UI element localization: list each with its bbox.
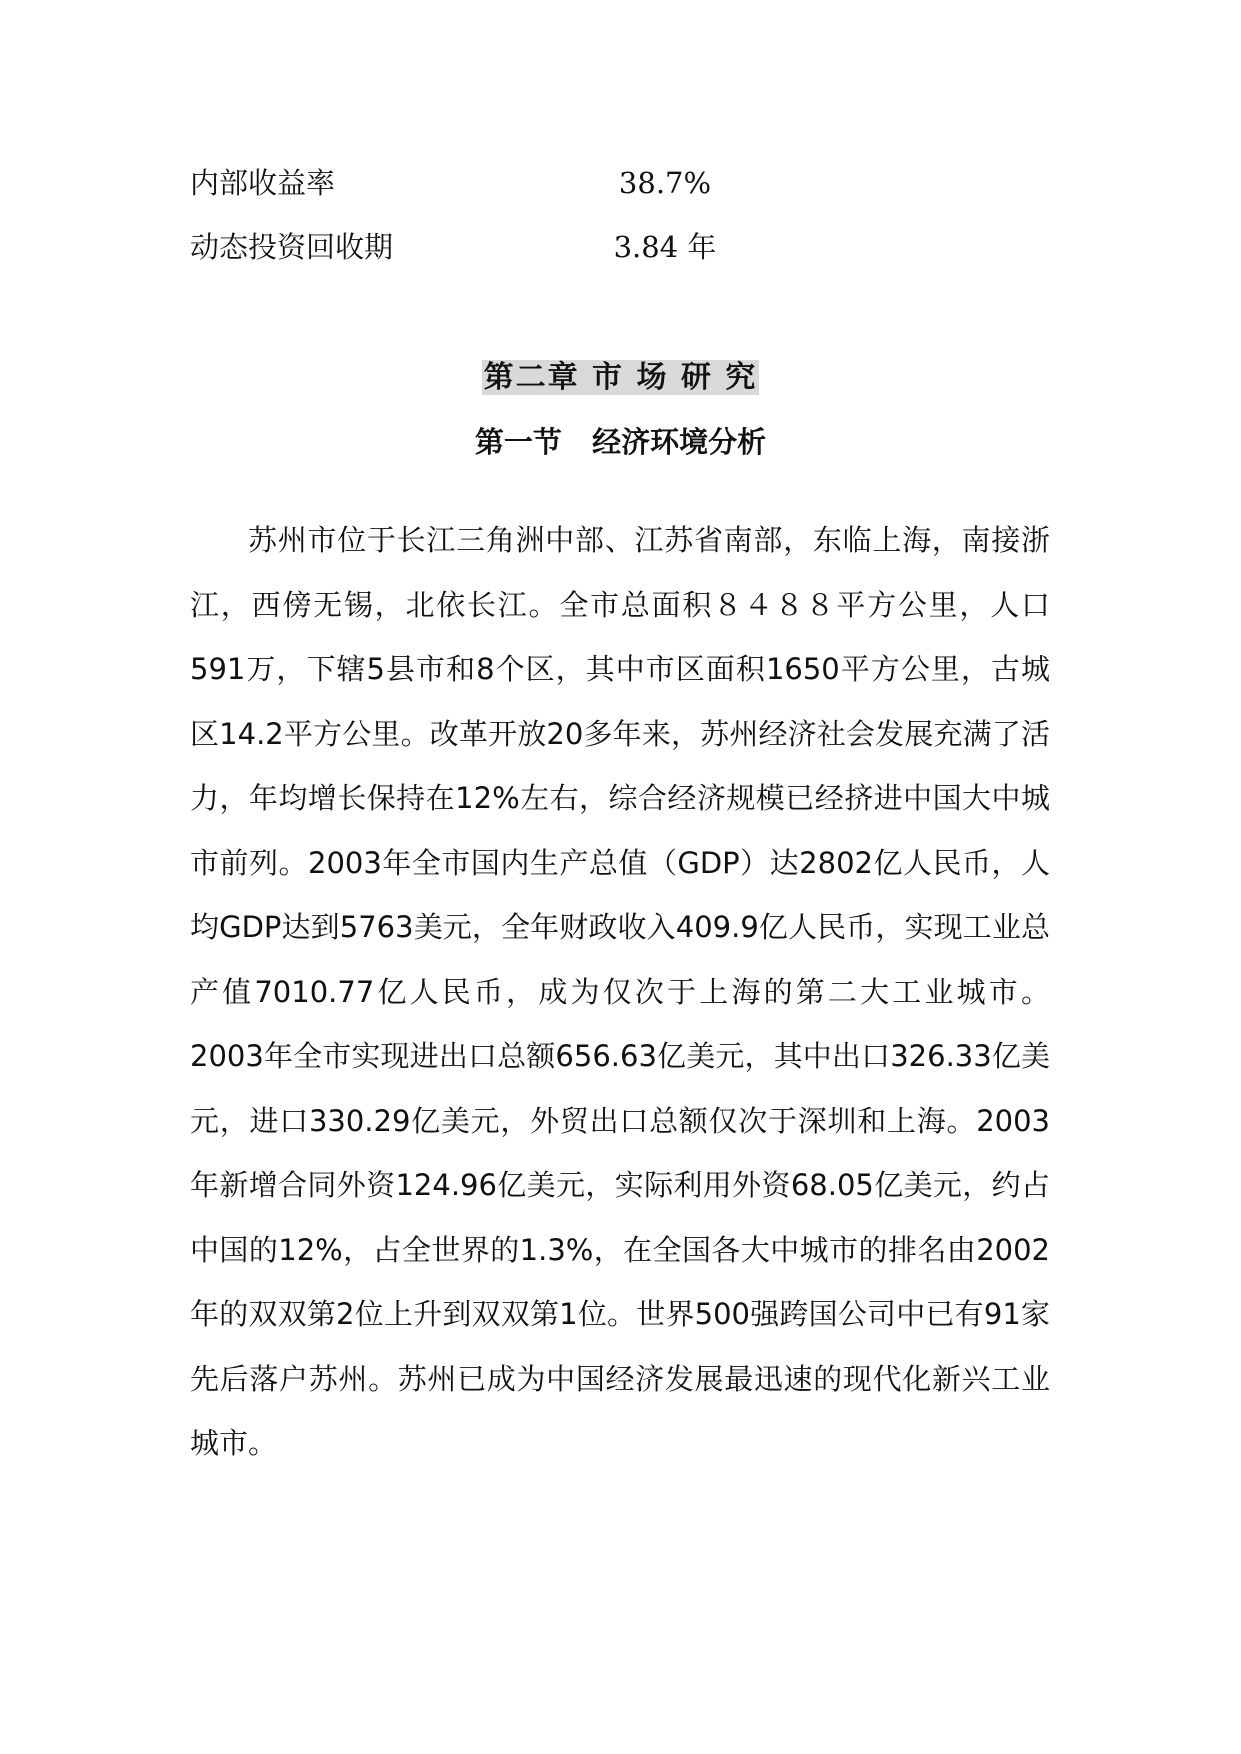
payback-row — [190, 222, 790, 272]
payback-value: 3.84 年 — [613, 230, 717, 264]
payback-label: 动态投资回收期 — [190, 230, 394, 264]
section-title: 第一节 经济环境分析 — [474, 425, 767, 459]
irr-value: 38.7% — [618, 166, 712, 200]
chapter-title: 第二章 市 场 研 究 — [483, 360, 758, 395]
body-paragraph: 苏州市位于长江三角洲中部、江苏省南部，东临上海，南接浙江，西傍无锡，北依长江。全市总面积８４８８平方公里，人口591万，下辖5县市和8个区，其中市区面积1650平方公里，古城区14.2平方公里。改革开放20多年来，苏州经济社会发展充满了活力，年均增长保持在12%左右，综合经济规模已经挤进中国大中城市前列。2003年全市国内生产总值（GDP）达2802亿人民币，人均GDP达到5763美元，全年财政收入409.9亿人民币，实现工业总产值7010.77亿人民币，成为仅次于上海的第二大工业城市。2003年全市实现进出口总额656.63亿美元，其中出口326.33亿美元，进口330.29亿美元，外贸出口总额仅次于深圳和上海。2003年新增合同外资124.96亿美元，实际利用外资68.05亿美元，约占中国的12%，占全世界的1.3%，在全国各大中城市的排名由2002年的双双第2位上升到双双第1位。世界500强跨国公司中已有91家先后落户苏州。苏州已成为中国经济发展最迅速的现代化新兴工业城市。 — [190, 523, 1050, 1460]
irr-label: 内部收益率 — [190, 166, 336, 200]
chapter-heading — [0, 356, 1241, 400]
irr-row — [190, 158, 790, 208]
